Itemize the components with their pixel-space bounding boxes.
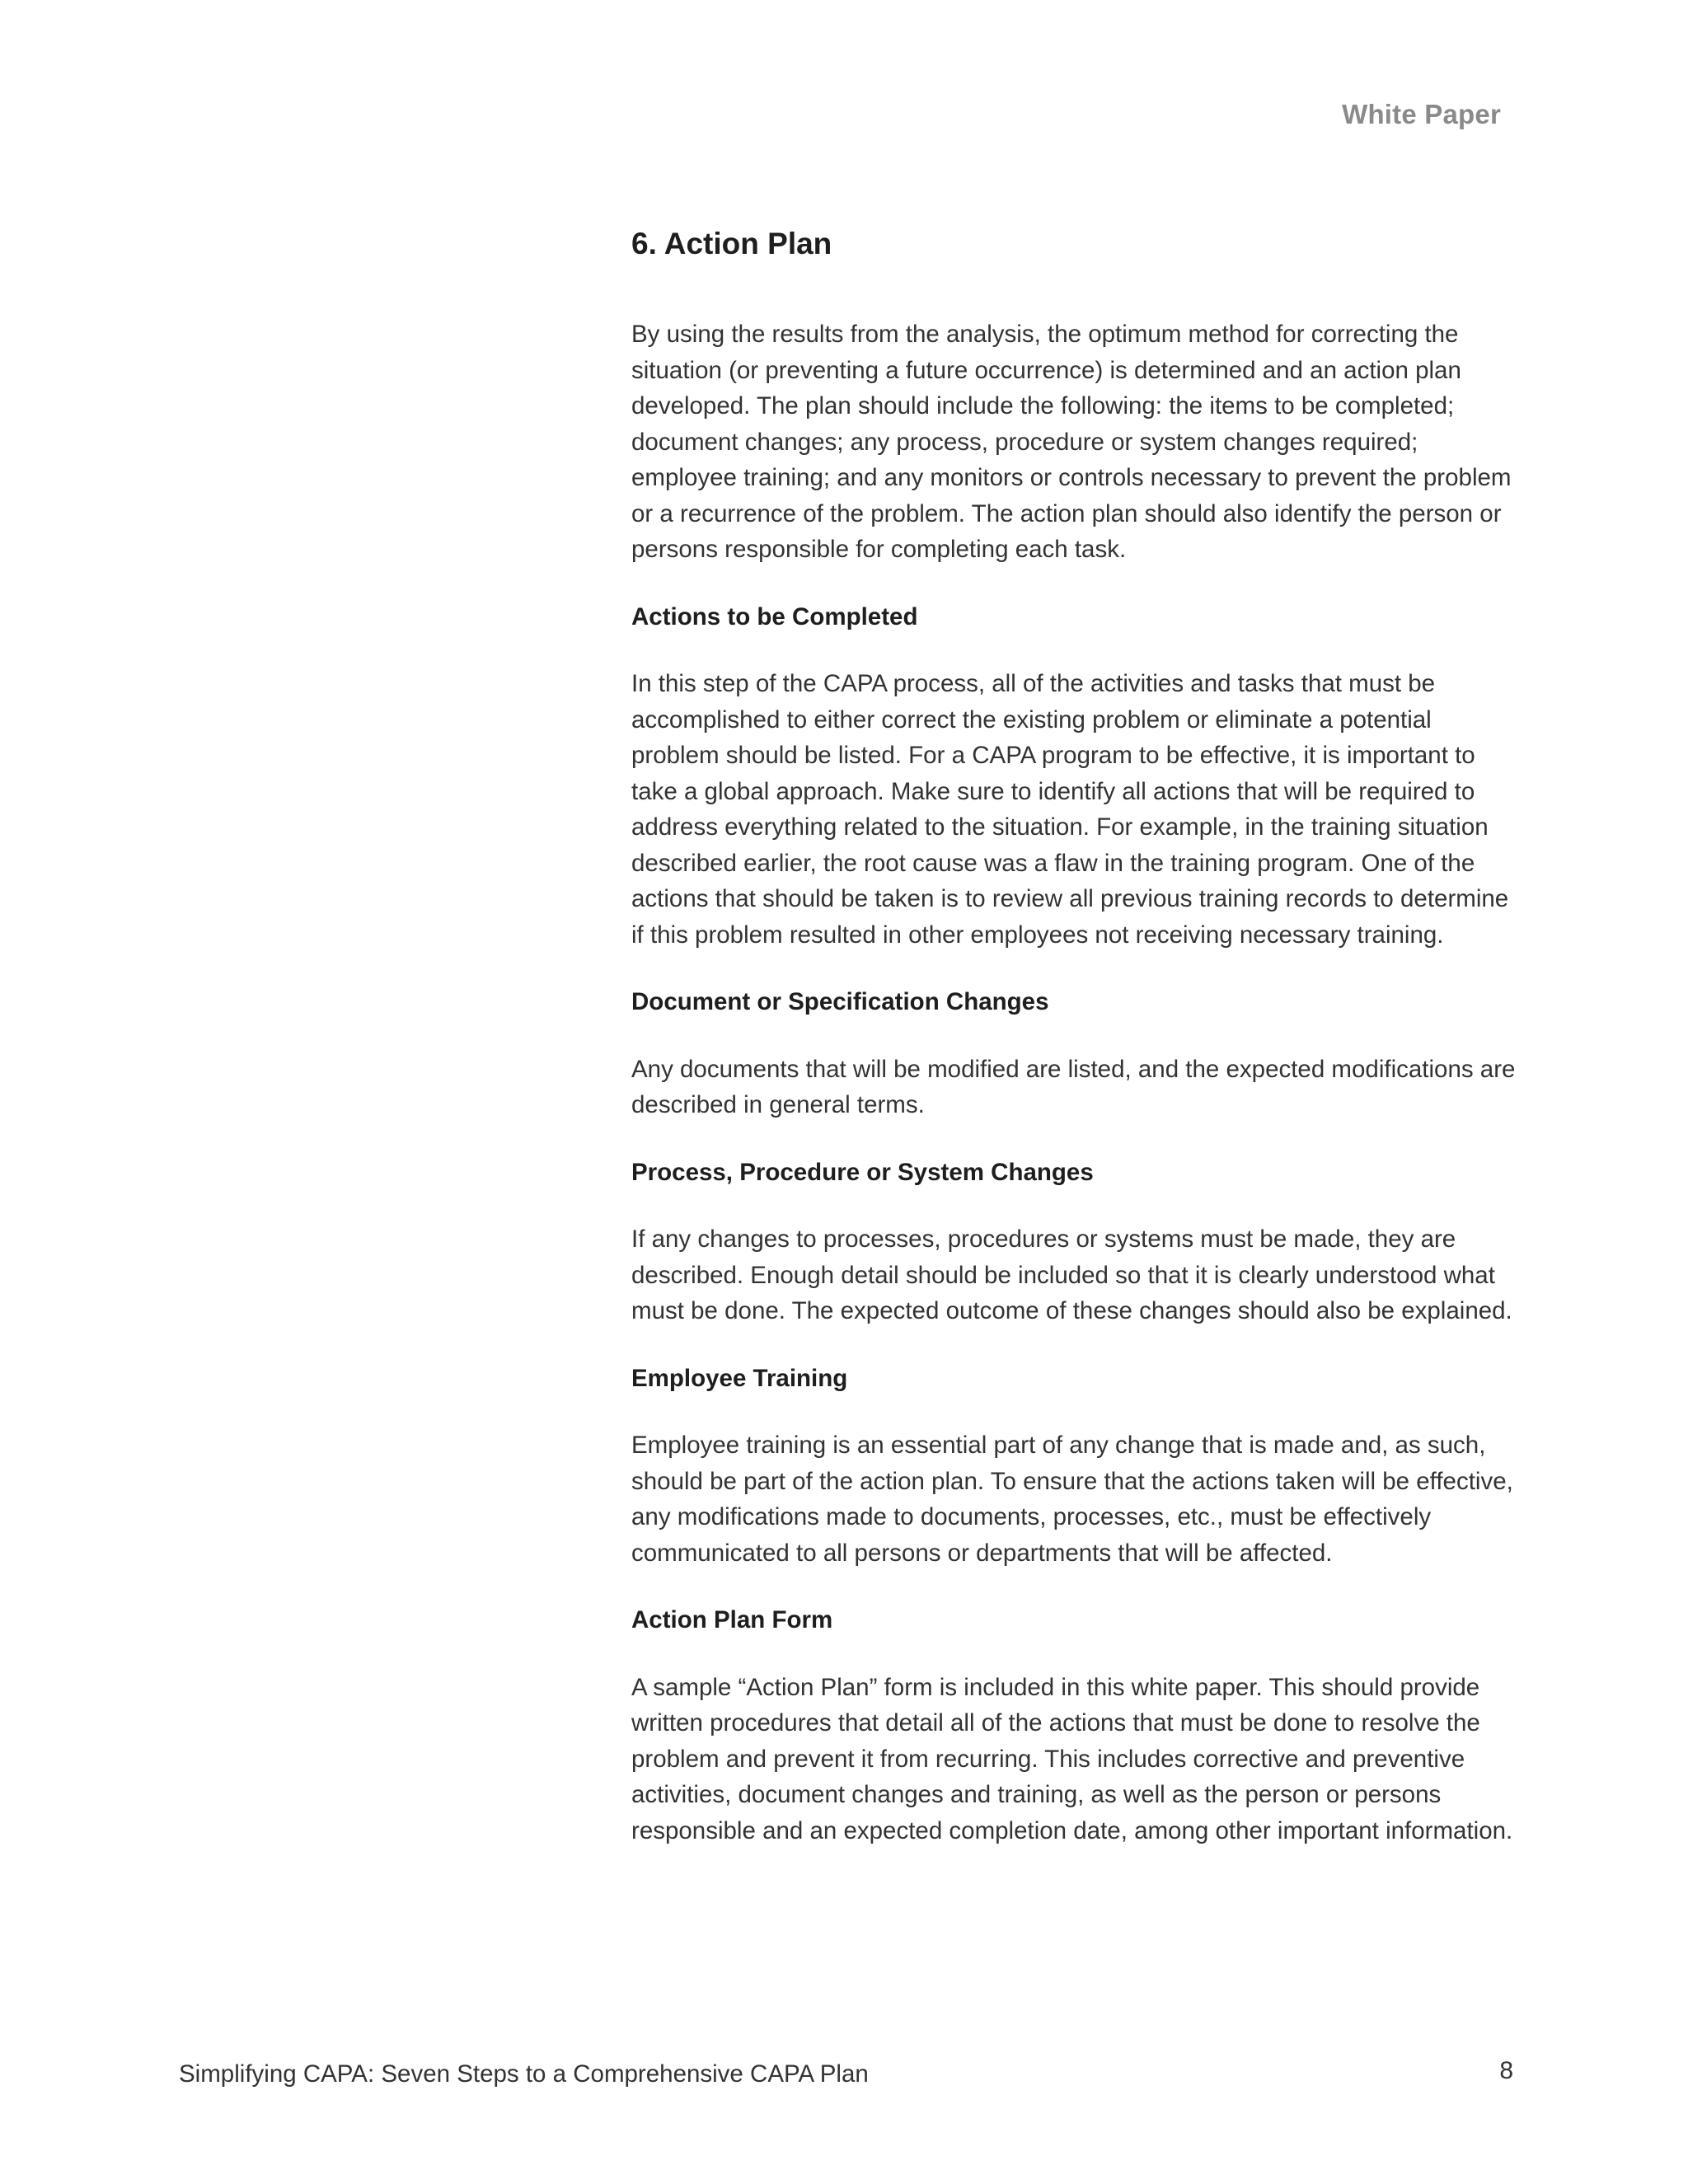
subheading-document-changes: Document or Specification Changes <box>631 988 1049 1015</box>
paragraph-employee-training: Employee training is an essential part of any change that is made and, as such, should be part of the action plan. To ensure that the actions taken will be effective, any modifications made to documents, processes, etc., must be effectively communicated to all persons or departments that will be affected. <box>631 1432 1513 1567</box>
main-content <box>631 221 1522 1880</box>
page-number: 8 <box>1499 2057 1513 2084</box>
section-title: 6. Action Plan <box>631 227 832 260</box>
subheading-actions-to-be-completed: Actions to be Completed <box>631 602 918 630</box>
subheading-process-changes: Process, Procedure or System Changes <box>631 1158 1094 1186</box>
paragraph-document-changes: Any documents that will be modified are listed, and the expected modifications are described in general terms. <box>631 1055 1516 1118</box>
section-intro-paragraph: By using the results from the analysis, the optimum method for correcting the situation (or preventing a future occurrence) is determined and an action plan developed. The plan should include the following: the items to be completed; document changes; any process, procedure or system changes required; employee training; and any monitors or controls necessary to prevent the problem or a recurrence of the problem. The action plan should also identify the person or persons responsible for completing each task. <box>631 321 1512 563</box>
paragraph-process-changes: If any changes to processes, procedures or systems must be made, they are described. Enough detail should be included so that it is clearly understood what must be done. The expected outcome of these changes should also be explained. <box>631 1226 1512 1324</box>
document-type-label: White Paper <box>1342 99 1501 129</box>
paragraph-action-plan-form: A sample “Action Plan” form is included in this white paper. This should provide written procedures that detail all of the actions that must be done to resolve the problem and prevent it from recurring. This includes corrective and preventive activities, document changes and training, as well as the person or persons responsible and an expected completion date, among other important information. <box>631 1673 1513 1844</box>
subheading-action-plan-form: Action Plan Form <box>631 1606 833 1633</box>
subheading-employee-training: Employee Training <box>631 1364 848 1392</box>
footer-document-title: Simplifying CAPA: Seven Steps to a Comprehensive CAPA Plan <box>179 2060 869 2088</box>
paragraph-actions-to-be-completed: In this step of the CAPA process, all of the activities and tasks that must be accomplished to either correct the existing problem or eliminate a potential problem should be listed. For a CAPA program to be effective, it is important to take a global approach. Make sure to identify all actions that will be required to address everything related to the situation. For example, in the training situation described earlier, the root cause was a flaw in the training program. One of the actions that should be taken is to review all previous training records to determine if this problem resulted in other employees not receiving necessary training. <box>631 670 1509 949</box>
